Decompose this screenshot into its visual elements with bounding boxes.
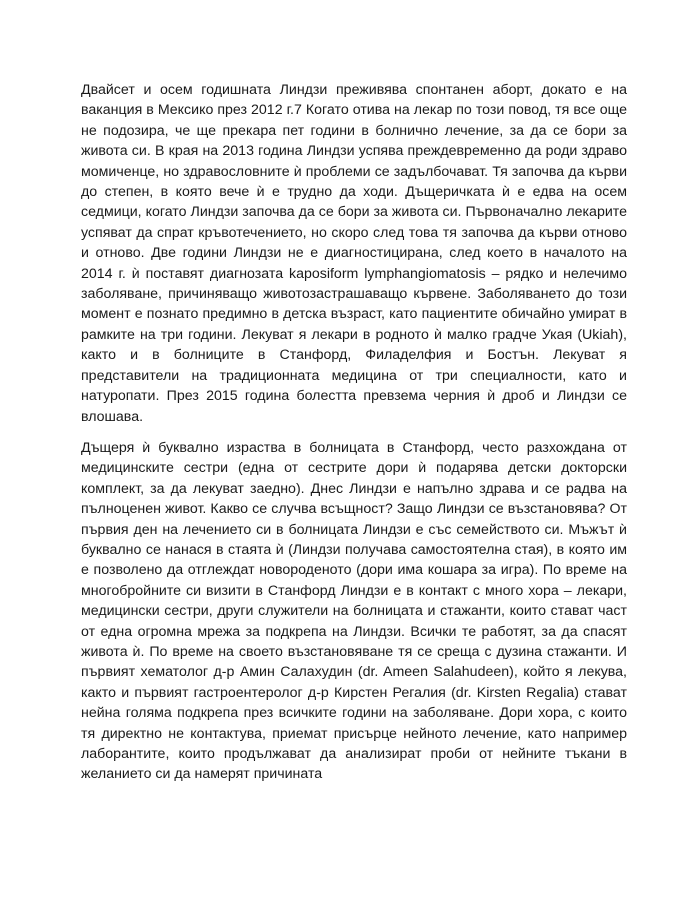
paragraph-1: Двайсет и осем годишната Линдзи преживява спонтанен аборт, докато е на ваканция в Мексико през 2012 г.7 Когато отива на лекар по този повод, тя все още не подозира, че ще прекара пет години в болнично лечение, за да се бори за живота си. В края на 2013 година Линдзи успява преждевременно да роди здраво момиченце, но здравословните ѝ проблеми се задълбочават. Тя започва да кърви до степен, в която вече ѝ е трудно да ходи. Дъщеричката ѝ е едва на осем седмици, когато Линдзи започва да се бори за живота си. Първоначално лекарите успяват да спрат кръвотечението, но скоро след това тя започва да кърви отново и отново. Две години Линдзи не е диагностицирана, след което в началото на 2014 г. ѝ поставят диагнозата kaposiform lymphangiomatosis – рядко и нелечимо заболяване, причиняващо животозастрашаващо кървене. Заболяването до този момент е познато предимно в детска възраст, като пациентите обичайно умират в рамките на три години. Лекуват я лекари в родното ѝ малко градче Укая (Ukiah), както и в болниците в Станфорд, Филаделфия и Бостън. Лекуват я представители на традиционната медицина от три специалности, като и натуропати. През 2015 година болестта превзема черния ѝ дроб и Линдзи се влошава.: [81, 82, 627, 425]
document-page: [81, 80, 627, 785]
paragraph-2: Дъщеря ѝ буквално израства в болницата в Станфорд, често разхождана от медицинските сестри (една от сестрите дори ѝ подарява детски докторски комплект, за да лекуват заедно). Днес Линдзи е напълно здрава и се радва на пълноценен живот. Какво се случва всъщност? Защо Линдзи се възстановява? От първия ден на лечението си в болницата Линдзи е със семейството си. Мъжът ѝ буквално се нанася в стаята ѝ (Линдзи получава самостоятелна стая), в която им е позволено да отглеждат новороденото (дори има кошара за игра). По време на многобройните си визити в Станфорд Линдзи е в контакт с много хора – лекари, медицински сестри, други служители на болницата и стажанти, които стават част от една огромна мрежа за подкрепа на Линдзи. Всички те работят, за да спасят живота ѝ. По време на своето възстановяване тя се среща с дузина стажанти. И първият хематолог д-р Амин Салахудин (dr. Ameen Salahudeen), който я лекува, както и първият гастроентеролог д-р Кирстен Регалия (dr. Kirsten Regalia) стават нейна голяма подкрепа през всичките години на заболяване. Дори хора, с които тя директно не контактува, приемат присърце нейното лечение, като например лаборантите, които продължават да анализират проби от нейните тъкани в желанието си да намерят причината: [81, 439, 627, 783]
